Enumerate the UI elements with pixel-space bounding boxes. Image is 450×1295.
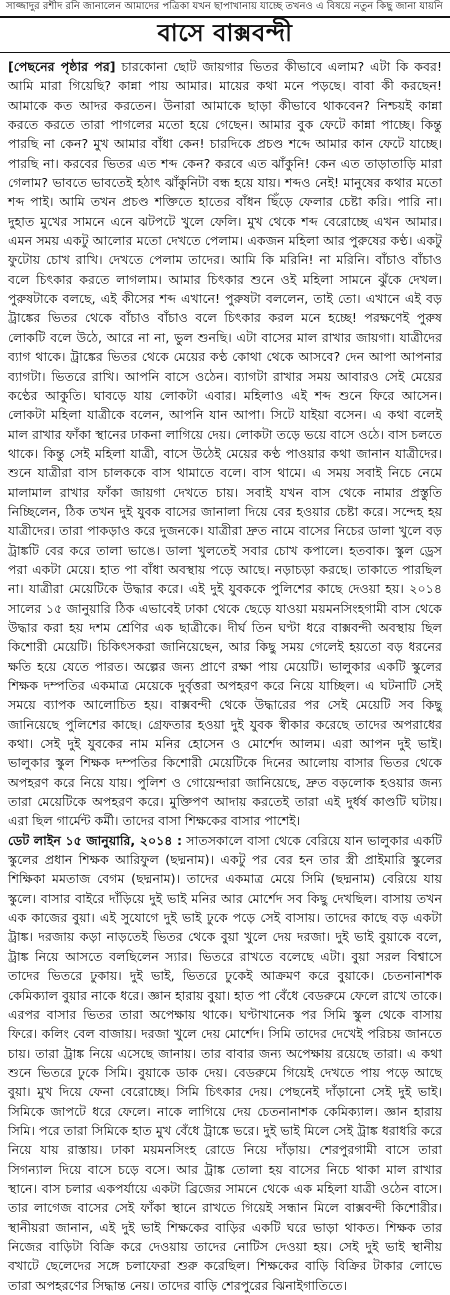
article-body xyxy=(0,53,450,1295)
paragraph-1 xyxy=(8,57,442,831)
headline-box xyxy=(0,16,450,53)
paragraph-1-text: চারকোনা ছোট জায়গার ভিতর কীভাবে এলাম? এটা কি কবর! আমি মারা গিয়েছি? কান্না পায় আমার। মায়ের কথা মনে পড়ছে। বাবা কী করছেন! আমাকে কত আদর করতেন। উনারা আমাকে ছাড়া কীভাবে থাকবেন? নিশ্চয়ই কান্না করতে করতে তারা পাগলের মতো হয়ে গেছেন। আমার বুক ফেটে কান্না পাচ্ছে। কিন্তু পারছি না কেন? মুখ আমার বাঁধা কেন! চারদিকে প্রচণ্ড শব্দে আমার কান ফেটে যাচ্ছে। পারছি না। করবের ভিতর এত শব্দ কেন? করবে এত ঝাঁকুনি! কেন এত তাড়াতাড়ি মারা গেলাম? ভাবতে ভাবতেই হঠাৎ ঝাঁকুনিটা বন্ধ হয়ে যায়। শব্দও নেই! মানুষের কথার মতো শব্দ পাই। আমি তখন প্রচণ্ড শক্তিতে হাতের বাঁধন ছিঁড়ে ফেলার চেষ্টা করি। পারি না। দুহাত মুখের সামনে এনে ঝটপটে খুলে ফেলি। মুখ থেকে শব্দ বেরোচ্ছে এখন আমার। এমন সময় একটু আলোর মতো দেখতে পেলাম। একজন মহিলা আর পুরুষের কণ্ঠ। একটু ফুটোয় চোখ রাখি। দেখতে পেলাম তাদের। আমি কি মরিনি! না মরিনি। বাঁচাও বাঁচাও বলে চিৎকার করতে লাগলাম। আমার চিৎকার শুনে ওই মহিলা সামনে ঝুঁকে দেখল। পুরুষটাকে বলছে, এই কীসের শব্দ এখানে! পুরুষটা বললেন, তাই তো। এখানে এই বড় ট্রাঙ্কের ভিতর থেকে বাঁচাও বাঁচাও বলে চিৎকার করল মনে হচ্ছে! পরক্ষণেই পুরুষ লোকটি বলে উঠে, আরে না না, ভুল শুনছি। এটা বাসের মাল রাখার জায়গা। যাত্রীদের ব্যাগ থাকে। ট্রাঙ্কের ভিতর থেকে মেয়ের কণ্ঠ কোথা থেকে আসবে? দেন আপা আপনার ব্যাগটা। ভিতরে রাখি। আপনি বাসে ওঠেন। ব্যাগটা রাখার সময় আবারও সেই মেয়ের কণ্ঠের আকুতি। ঘাবড়ে যায় লোকটা এবার। মহিলাও এই শব্দ শুনে ফিরে আসেন। লোকটা মহিলা যাত্রীকে বলেন, আপনি যান আপা। সিটে যাইয়া বসেন। এ কথা বলেই মাল রাখার ফাঁকা স্থানের ঢাকনা লাগিয়ে দেয়। লোকটা তড়ে ভয়ে বাসে ওঠে। বাস চলতে থাকে। কিন্তু সেই মহিলা যাত্রী, বাসে উঠেই মেয়ের কণ্ঠ পাওয়ার কথা জানান যাত্রীদের। শুনে যাত্রীরা বাস চালককে বাস থামাতে বলে। বাস থামে। এ সময় সবাই নিচে নেমে মালামাল রাখার ফাঁকা জায়গা দেখতে চায়। সবাই যখন বাস থেকে নামার প্রস্তুতি নিচ্ছিলেন, ঠিক তখন দুই যুবক বাসের জানালা দিয়ে বের হওয়ার চেষ্টা করে। সন্দেহ হয় যাত্রীদের। তারা পাকড়াও করে দুজনকে। যাত্রীরা দ্রুত নামে বাসের নিচের ডালা খুলে বড় ট্রাঙ্কটি বের করে তালা ভাঙে। ডালা খুলতেই সবার চোখ কপালে। হতবাক। স্কুল ড্রেস পরা একটা মেয়ে। হাত পা বাঁধা অবস্থায় পড়ে আছে। নড়াচড়া করছে। তাকাতে পারছিল না। যাত্রীরা মেয়েটিকে উদ্ধার করে। এই দুই যুবককে পুলিশের কাছে দেওয়া হয়। ২০১৪ সালের ১৫ জানুয়ারি ঠিক এভাবেই ঢাকা থেকে ছেড়ে যাওয়া ময়মনসিংহগামী বাস থেকে উদ্ধার করা হয় দশম শ্রেণির এক ছাত্রীকে। দীর্ঘ তিন ঘণ্টা ধরে বাক্সবন্দী অবস্থায় ছিল কিশোরী মেয়েটি। চিকিৎসকরা জানিয়েছেন, আর কিছু সময় গেলেই হয়তো বড় ধরনের ক্ষতি হয়ে যেতে পারত। অল্পের জন্য প্রাণে রক্ষা পায় মেয়েটি। ভালুকার একটি স্কুলের শিক্ষক দম্পতির একমাত্র মেয়েকে দুর্বৃত্তরা অপহরণ করে নিয়ে যাচ্ছিল। এ ঘটনাটি সেই সময়ে ব্যাপক আলোচিত হয়। বাক্সবন্দী থেকে উদ্ধারের পর সেই মেয়েটি সব কিছু জানিয়েছে পুলিশের কাছে। গ্রেফতার হওয়া দুই যুবক স্বীকার করেছে তাদের অপরাধের কথা। সেই দুই যুবকের নাম মনির হোসেন ও মোর্শেদ আলম। এরা আপন দুই ভাই। ভালুকার স্কুল শিক্ষক দম্পতির কিশোরী মেয়েটিকে দিনের আলোয় বাসার ভিতর থেকে অপহরণ করে নিয়ে যায়। পুলিশ ও গোয়েন্দারা জানিয়েছে, দ্রুত বড়লোক হওয়ার জন্য তারা মেয়েটিকে অপহরণ করে। মুক্তিপণ আদায় করতেই তারা এই দুর্ধর্ষ কাণ্ডটি ঘটায়। এরা ছিল গার্মেন্ট কর্মী। তাদের বাসা শিক্ষকের বাসার পাশেই। xyxy=(8,59,443,829)
paragraph-2-text: সাতসকালে বাসা থেকে বেরিয়ে যান ভালুকার একটি স্কুলের প্রধান শিক্ষক আরিফুল (ছদ্মনাম)। একটু পর বের হন তার স্ত্রী প্রাইমারি স্কুলের শিক্ষিকা মমতাজ বেগম (ছদ্মনাম)। তাদের একমাত্র মেয়ে সিমি (ছদ্মনাম) বেরিয়ে যায় স্কুলে। বাসার বাইরে দাঁড়িয়ে দুই ভাই মনির আর মোর্শেদ সব কিছু দেখছিল। বাসায় তখন এক কাজের বুয়া। এই সুযোগে দুই ভাই ঢুকে পড়ে সেই বাসায়। তাদের কাছে বড় একটা ট্রাঙ্ক। দরজায় কড়া নাড়তেই ভিতর থেকে বুয়া খুলে দেয় দরজা। দুই ভাই বুয়াকে বলে, ট্রাঙ্ক নিয়ে আসতে বলছিলেন স্যার। ভিতরে রাখতে বলেছে এটা। বুয়া সরল বিশ্বাসে তাদের ভিতরে ঢুকায়। দুই ভাই, ভিতরে ঢুকেই আক্রমণ করে বুয়াকে। চেতনানাশক কেমিক্যাল বুয়ার নাকে ধরে। জ্ঞান হারায় বুয়া। হাত পা বেঁধে বেডরুমে ফেলে রাখে তাকে। এরপর বাসার ভিতর তারা অপেক্ষায় থাকে। ঘণ্টাখানেক পর সিমি স্কুল থেকে বাসায় ফিরে। কলিং বেল বাজায়। দরজা খুলে দেয় মোর্শেদ। সিমি তাদের দেখেই পরিচয় জানতে চায়। তারা ট্রাঙ্ক নিয়ে এসেছে জানায়। তার বাবার জন্য অপেক্ষায় রয়েছে তারা। এ কথা শুনে ভিতরে ঢুকে সিমি। বুয়াকে ডাক দেয়। বেডরুমে গিয়েই দেখতে পায় পড়ে আছে বুয়া। মুখ দিয়ে ফেনা বেরোচ্ছে। সিমি চিৎকার দেয়। পেছনেই দাঁড়ানো সেই দুই ভাই। সিমিকে জাপটে ধরে ফেলে। নাকে লাগিয়ে দেয় চেতনানাশক কেমিক্যাল। জ্ঞান হারায় সিমি। পরে তারা সিমিকে হাত মুখ বেঁধে ট্রাঙ্কে ভরে। দুই ভাই মিলে সেই ট্রাঙ্ক ধরাধরি করে নিয়ে যায় রাস্তায়। ঢাকা ময়মনসিংহ রোডে নিয়ে দাঁড়ায়। শেরপুরগামী বাসে তারা সিগন্যাল দিয়ে বাসে চড়ে বসে। আর ট্রাঙ্ক তোলা হয় বাসের নিচে থাকা মাল রাখার স্থানে। বাস চলার একপর্যায়ে একটা ব্রিজের সামনে থেকে এক মহিলা যাত্রী ওঠেন বাসে। তার লাগেজ বাসের সেই ফাঁকা স্থানে রাখতে গিয়েই সন্ধান মিলে বাক্সবন্দী কিশোরীর। স্থানীয়রা জানান, এই দুই ভাই শিক্ষকের বাড়ির একটি ঘরে ভাড়া থাকত। শিক্ষক তার নিজের বাড়িটা বিক্রি করে দেওয়ায় তাদের নোটিস দেওয়া হয়। সেই দুই ভাই স্থানীয় বখাটে ছেলেদের সঙ্গে চলাফেরা শুরু করেছিল। শিক্ষকের বাড়ি বিক্রির টাকার লোভে তারা অপহরণের সিদ্ধান্ত নেয়। তাদের বাড়ি শেরপুরের ঝিনাইগাতিতে। xyxy=(8,832,443,1293)
top-cutoff-text: সাজ্জাদুর রশীদ রনি জানালেন আমাদের পত্রিকা যখন ছাপাখানায় যাচ্ছে তখনও এ বিষয়ে নতুন কিছু জানা যায়নি xyxy=(6,1,443,12)
continued-from-label: [পেছনের পৃষ্ঠার পর] xyxy=(8,59,116,74)
dateline-label: ডেট লাইন ১৫ জানুয়ারি, ২০১৪ : xyxy=(8,832,183,848)
headline: বাসে বাক্সবন্দী xyxy=(157,18,293,47)
paragraph-2 xyxy=(8,831,442,1295)
